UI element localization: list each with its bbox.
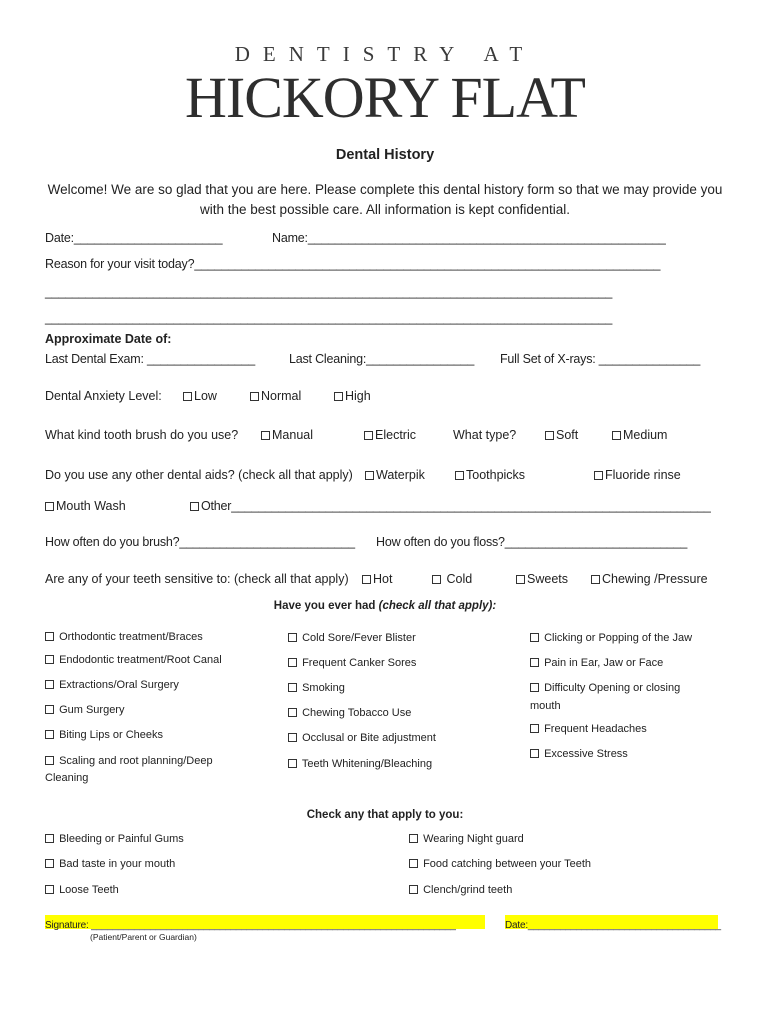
aid-mouthwash[interactable]: Mouth Wash: [45, 499, 126, 513]
approx-heading: Approximate Date of:: [45, 332, 172, 346]
history-item[interactable]: Smoking: [288, 682, 345, 694]
checkbox[interactable]: [288, 683, 297, 692]
checkbox[interactable]: [364, 431, 373, 440]
checkbox[interactable]: [45, 885, 54, 894]
checkbox[interactable]: [45, 502, 54, 511]
sensitive-hot[interactable]: Hot: [362, 572, 392, 586]
history-item[interactable]: Biting Lips or Cheeks: [45, 729, 163, 741]
last-exam-field[interactable]: Last Dental Exam: ________________: [45, 352, 256, 366]
checkbox[interactable]: [45, 834, 54, 843]
checkbox[interactable]: [288, 658, 297, 667]
checkbox[interactable]: [45, 655, 54, 664]
checkbox[interactable]: [45, 632, 54, 641]
signature-date-field[interactable]: [505, 915, 721, 931]
history-item-continued: Cleaning: [45, 772, 89, 784]
history-item[interactable]: Cold Sore/Fever Blister: [288, 632, 416, 644]
aid-waterpik[interactable]: Waterpik: [365, 468, 425, 482]
apply-item[interactable]: Wearing Night guard: [409, 833, 524, 845]
checkbox[interactable]: [45, 730, 54, 739]
brush-electric[interactable]: Electric: [364, 428, 416, 442]
anxiety-normal[interactable]: Normal: [250, 389, 301, 403]
checkbox[interactable]: [432, 575, 441, 584]
history-item[interactable]: Frequent Canker Sores: [288, 657, 416, 669]
apply-item[interactable]: Bad taste in your mouth: [45, 858, 175, 870]
history-item[interactable]: Occlusal or Bite adjustment: [288, 732, 436, 744]
anxiety-label: Dental Anxiety Level:: [45, 389, 162, 403]
history-item[interactable]: Pain in Ear, Jaw or Face: [530, 657, 663, 669]
aid-fluoride[interactable]: Fluoride rinse: [594, 468, 681, 482]
history-item[interactable]: Clicking or Popping of the Jaw: [530, 632, 692, 644]
aid-toothpicks[interactable]: Toothpicks: [455, 468, 525, 482]
checkbox[interactable]: [261, 431, 270, 440]
history-item[interactable]: Teeth Whitening/Bleaching: [288, 758, 432, 770]
sensitive-chewing[interactable]: Chewing /Pressure: [591, 572, 708, 586]
checkbox[interactable]: [591, 575, 600, 584]
checkbox[interactable]: [288, 633, 297, 642]
date-field[interactable]: Date:______________________: [45, 231, 223, 245]
sensitive-label: Are any of your teeth sensitive to: (check all that apply): [45, 572, 349, 586]
checkbox[interactable]: [545, 431, 554, 440]
checkbox[interactable]: [45, 705, 54, 714]
brush-medium[interactable]: Medium: [612, 428, 667, 442]
checkbox[interactable]: [612, 431, 621, 440]
aids-label: Do you use any other dental aids? (check all that apply): [45, 468, 353, 482]
sensitive-cold[interactable]: Cold: [432, 572, 472, 586]
reason-field[interactable]: Reason for your visit today?_____________________________________________________________________: [45, 257, 661, 271]
history-item[interactable]: Difficulty Opening or closing: [530, 682, 680, 694]
signature-label: Signature: ____________________________________________________________________: [45, 920, 456, 931]
apply-item[interactable]: Clench/grind teeth: [409, 884, 512, 896]
anxiety-high[interactable]: High: [334, 389, 371, 403]
reason-line-2[interactable]: ____________________________________________________________________________________: [45, 311, 613, 325]
checkbox[interactable]: [530, 658, 539, 667]
checkbox[interactable]: [45, 680, 54, 689]
welcome-text: Welcome! We are so glad that you are here. Please complete this dental history form so that we may provide you with the best possible care. All information is kept confidential.: [47, 182, 723, 217]
history-item[interactable]: Excessive Stress: [530, 748, 628, 760]
checkbox[interactable]: [45, 859, 54, 868]
checkbox[interactable]: [250, 392, 259, 401]
checkbox[interactable]: [288, 759, 297, 768]
apply-item[interactable]: Bleeding or Painful Gums: [45, 833, 184, 845]
logo-top-text: DENTISTRY AT: [234, 42, 536, 66]
page-title: Dental History: [335, 147, 435, 163]
history-item[interactable]: Extractions/Oral Surgery: [45, 679, 179, 691]
checkbox[interactable]: [594, 471, 603, 480]
history-item[interactable]: Scaling and root planning/Deep: [45, 755, 213, 767]
apply-item[interactable]: Food catching between your Teeth: [409, 858, 591, 870]
anxiety-low[interactable]: Low: [183, 389, 217, 403]
brush-soft[interactable]: Soft: [545, 428, 578, 442]
checkbox[interactable]: [530, 749, 539, 758]
checkbox[interactable]: [409, 859, 418, 868]
checkbox[interactable]: [288, 733, 297, 742]
name-field[interactable]: Name:_____________________________________________________: [272, 231, 666, 245]
checkbox[interactable]: [183, 392, 192, 401]
history-heading: Have you ever had (check all that apply):: [273, 600, 497, 612]
checkbox[interactable]: [288, 708, 297, 717]
brush-manual[interactable]: Manual: [261, 428, 313, 442]
signature-subtext: (Patient/Parent or Guardian): [90, 932, 197, 942]
checkbox[interactable]: [365, 471, 374, 480]
checkbox[interactable]: [45, 756, 54, 765]
apply-heading: Check any that apply to you:: [306, 809, 464, 821]
checkbox[interactable]: [530, 633, 539, 642]
history-item[interactable]: Orthodontic treatment/Braces: [45, 631, 203, 643]
checkbox[interactable]: [190, 502, 199, 511]
checkbox[interactable]: [530, 724, 539, 733]
last-cleaning-field[interactable]: Last Cleaning:________________: [289, 352, 475, 366]
brush-type-label: What type?: [453, 428, 517, 442]
checkbox[interactable]: [516, 575, 525, 584]
history-item[interactable]: Endodontic treatment/Root Canal: [45, 654, 222, 666]
checkbox[interactable]: [362, 575, 371, 584]
history-item[interactable]: Frequent Headaches: [530, 723, 647, 735]
checkbox[interactable]: [530, 683, 539, 692]
checkbox[interactable]: [334, 392, 343, 401]
aid-other[interactable]: Other_______________________________________________________________________: [190, 499, 711, 513]
history-item[interactable]: Chewing Tobacco Use: [288, 707, 411, 719]
reason-line-1[interactable]: ____________________________________________________________________________________: [45, 285, 613, 299]
checkbox[interactable]: [409, 885, 418, 894]
signature-date-label: Date:____________________________________: [505, 920, 721, 931]
checkbox[interactable]: [455, 471, 464, 480]
history-item-continued: mouth: [530, 700, 561, 712]
logo-main-text: HICKORY FLAT: [185, 65, 585, 130]
brush-frequency-field[interactable]: How often do you brush?__________________________: [45, 535, 355, 549]
sensitive-sweets[interactable]: Sweets: [516, 572, 568, 586]
checkbox[interactable]: [409, 834, 418, 843]
brush-label: What kind tooth brush do you use?: [45, 428, 239, 442]
apply-item[interactable]: Loose Teeth: [45, 884, 119, 896]
floss-frequency-field[interactable]: How often do you floss?___________________________: [376, 535, 688, 549]
signature-field[interactable]: [45, 915, 485, 929]
history-item[interactable]: Gum Surgery: [45, 704, 124, 716]
xrays-field[interactable]: Full Set of X-rays: _______________: [500, 352, 701, 366]
